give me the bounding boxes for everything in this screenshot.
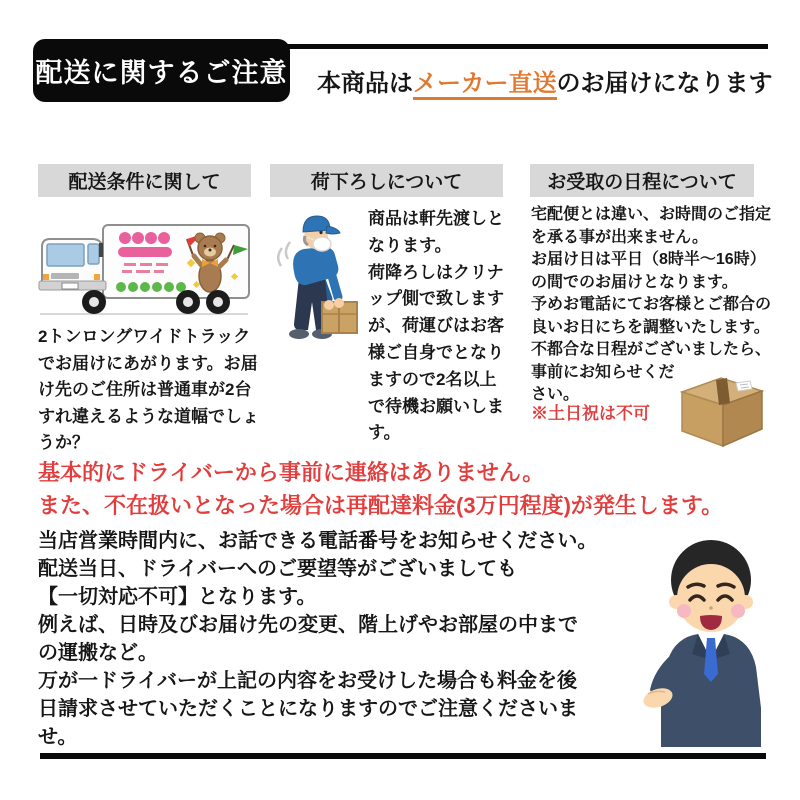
title-badge-label: 配送に関するご注意 [35,58,288,88]
no-weekend-holiday-note: ※土日祝は不可 [531,404,650,423]
top-divider-line [252,44,768,49]
headline-suffix: のお届けになります [556,70,773,97]
bottom-divider-line [40,753,766,759]
column-header-label: お受取の日程について [547,172,737,193]
cardboard-box-icon [674,370,769,448]
column-header-unloading [270,164,503,197]
title-badge [33,39,290,102]
column-header-delivery-conditions [38,164,251,197]
receipt-schedule-text: 宅配便とは違い、お時間のご指定 を承る事が出来ません。 お届け日は平日（8時半〜16時） の間でのお届けとなります。 予めお電話にてお客様とご都合の 良いお日にちを調整いたします。 不都合な日程がございましたら、 事前にお知らせくだ さい。 [531,206,772,403]
column-header-receipt-schedule [530,164,754,197]
headline [317,63,773,98]
column-header-label: 配送条件に関して [68,172,221,193]
column-header-label: 荷下ろしについて [310,172,463,193]
driver-warning-text: 基本的にドライバーから事前に連絡はありません。 また、不在扱いとなった場合は再配達料金(3万円程度)が発生します。 [38,460,724,518]
unloading-text: 商品は軒先渡しと なります。 荷降ろしはクリナ ップ側で致します が、荷運びはお客 様ご自身でとなり ますので2名以上 で待機お願いしま す。 [368,209,504,443]
delivery-conditions-text: 2トンロングワイドトラック でお届けにあがります。お届 け先のご住所は普通車が2台 すれ違えるような道幅でしょ うか？ [38,327,259,452]
headline-highlight: メーカー直送 [413,70,557,100]
headline-prefix: 本商品は [317,70,413,97]
delivery-truck-icon [36,222,252,318]
delivery-worker-icon [272,204,364,356]
businessman-icon [628,532,790,747]
shop-notes-text: 当店営業時間内に、お話できる電話番号をお知らせください。 配送当日、ドライバーへのご要望等がございましても 【一切対応不可】となります。 例えば、日時及びお届け先の変更、階上げやお部屋の中まで の運搬など。 万が一ドライバーが上記の内容をお受けした場合も料金を後 日請求させていただくことになりますのでご注意くださいま せ。 [38,530,598,748]
